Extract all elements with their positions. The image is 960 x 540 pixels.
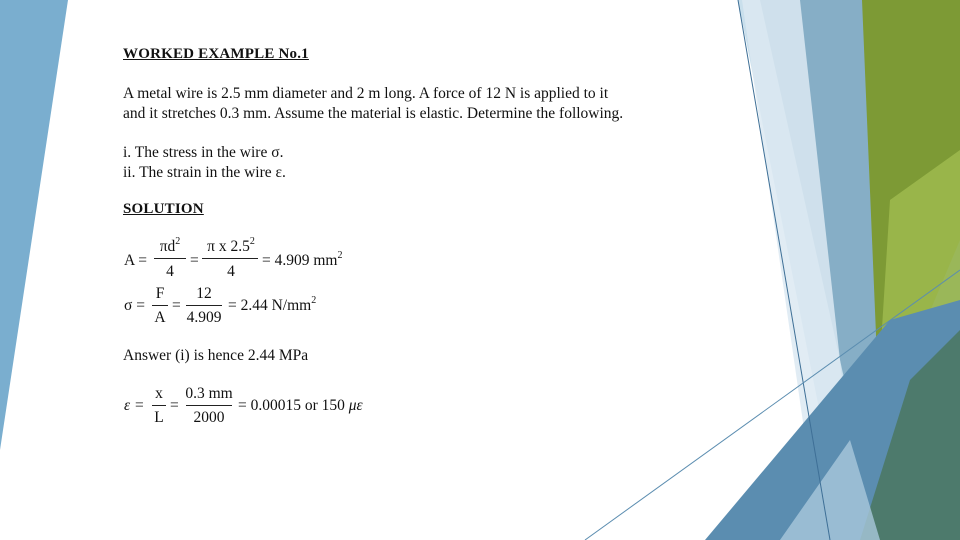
stress-result: = 2.44 $N/mm^2$ — [228, 295, 317, 314]
area-lhs: A = — [124, 252, 147, 269]
worked-example-heading: WORKED EXAMPLE No.1 — [123, 46, 309, 62]
left-accent-band — [0, 0, 68, 450]
stress-frac2-numerator: 12 — [196, 285, 212, 302]
strain-frac1-bar — [152, 405, 166, 406]
area-frac1-numerator: $\pi d^2$ — [159, 236, 181, 255]
stress-frac1-bar — [152, 305, 168, 306]
question-i: i. The stress in the wire σ. — [123, 144, 284, 161]
area-frac1-denominator: 4 — [166, 263, 174, 280]
question-ii: ii. The strain in the wire ε. — [123, 164, 286, 181]
area-equals: = — [190, 252, 199, 269]
strain-frac2-bar — [186, 405, 232, 406]
strain-frac1-denominator: L — [154, 409, 164, 426]
area-frac2-numerator: π x $2.5^2$ — [207, 236, 255, 255]
stress-frac1-denominator: A — [154, 309, 166, 326]
problem-line-1: A metal wire is 2.5 mm diameter and 2 m long. A force of 12 N is applied to it — [123, 85, 609, 102]
stress-frac1-numerator: F — [155, 285, 165, 302]
stress-frac2-denominator: 4.909 — [186, 309, 222, 326]
strain-equals: = — [170, 397, 179, 414]
stress-equals: = — [172, 297, 181, 314]
strain-result: = 0.00015 or 150 με — [238, 397, 363, 414]
area-result: = 4.909 $mm^2$ — [262, 250, 343, 269]
solution-heading: SOLUTION — [123, 201, 204, 217]
stress-lhs: σ = — [124, 297, 145, 314]
strain-frac2-denominator: 2000 — [193, 409, 225, 426]
area-frac1-bar — [154, 258, 186, 259]
worked-example-document — [122, 0, 722, 540]
strain-lhs: ε = — [124, 397, 145, 414]
strain-unit: με — [348, 397, 363, 414]
strain-frac2-numerator: 0.3 mm — [185, 385, 233, 402]
strain-frac1-numerator: x — [155, 385, 163, 402]
stress-frac2-bar — [186, 305, 222, 306]
answer-statement: Answer (i) is hence 2.44 MPa — [123, 347, 309, 364]
area-frac2-denominator: 4 — [227, 263, 235, 280]
problem-line-2: and it stretches 0.3 mm. Assume the material is elastic. Determine the following. — [123, 105, 624, 122]
area-frac2-bar — [202, 258, 258, 259]
